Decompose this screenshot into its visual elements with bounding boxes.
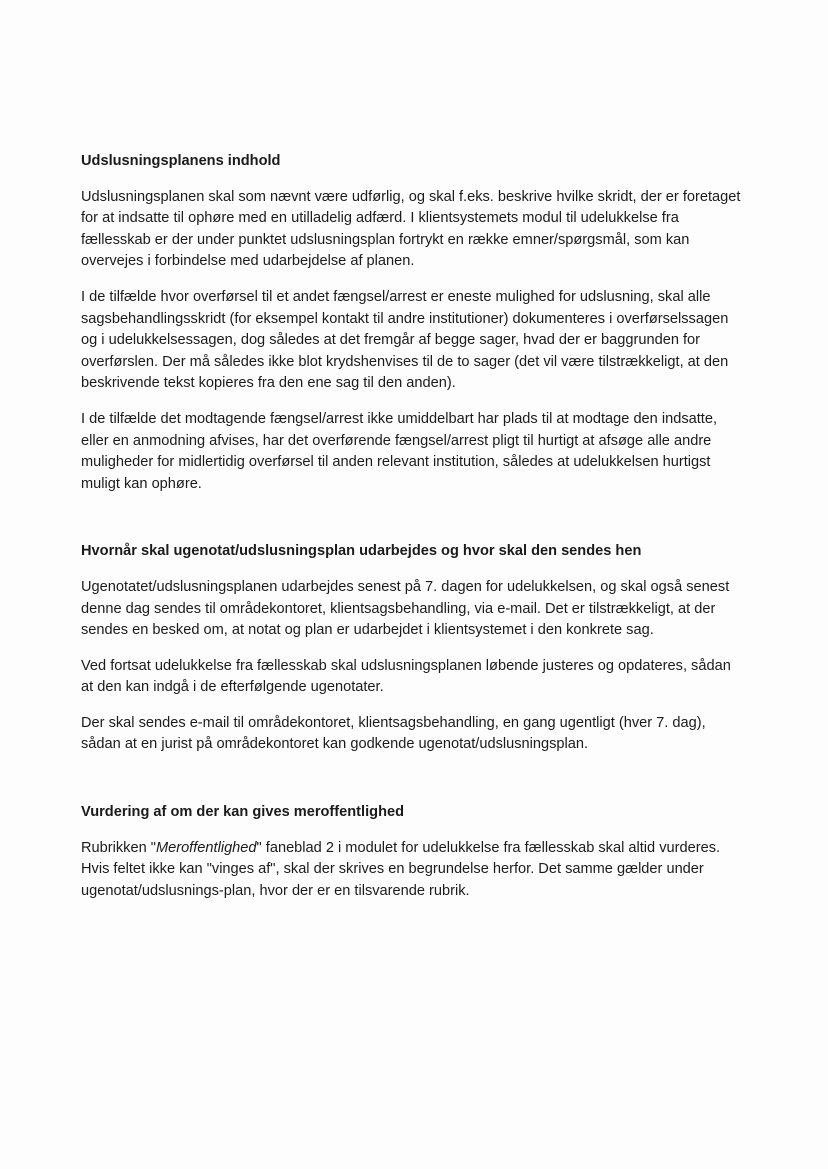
section-heading: Vurdering af om der kan gives meroffentlighed [81, 804, 405, 821]
paragraph: Udslusningsplanen skal som nævnt være udførlig, og skal f.eks. beskrive hvilke skridt, der er foretaget for at indsatte til ophøre med en utilladelig adfærd. I klientsystemets modul til udelukkelse fra fællesskab er der under punktet udslusningsplan fortrykt en række emner/spørgsmål, som kan overvejes i forbindelse med udarbejdelse af planen. [81, 188, 741, 270]
paragraph-text: " faneblad 2 i modulet for udelukkelse fra fællesskab skal altid vurderes. Hvis feltet ikke kan "vinges af", skal der skrives en begrundelse herfor. Det samme gælder under ugenotat/udslusnings-plan, hvor der er en tilsvarende rubrik. [81, 839, 721, 899]
document-body [81, 151, 741, 916]
section-heading: Udslusningsplanens indhold [81, 153, 281, 169]
paragraph: I de tilfælde det modtagende fængsel/arrest ikke umiddelbart har plads til at modtage den indsatte, eller en anmodning afvises, har det overførende fængsel/arrest pligt til hurtigt at afsøge alle andre muligheder for midlertidig overførsel til anden relevant institution, således at udelukkelsen hurtigst muligt kan ophøre. [81, 410, 718, 492]
paragraph [81, 838, 741, 903]
paragraph: I de tilfælde hvor overførsel til et andet fængsel/arrest er eneste mulighed for udslusning, skal alle sagsbehandlingsskridt (for eksempel kontakt til andre institutioner) dokumenteres i overførselssagen og i udelukkelsessagen, dog således at det fremgår af begge sager, hvad der er baggrunden for overførslen. Der må således ikke blot krydshenvises til de to sager (det vil være tilstrækkeligt, at den beskrivende tekst kopieres fra den ene sag til den anden). [81, 288, 729, 392]
paragraph: Ved fortsat udelukkelse fra fællesskab skal udslusningsplanen løbende justeres og opdateres, sådan at den kan indgå i de efterfølgende ugenotater. [81, 657, 731, 696]
section-meroffentlighed [81, 802, 741, 902]
paragraph: Ugenotatet/udslusningsplanen udarbejdes senest på 7. dagen for udelukkelsen, og skal også senest denne dag sendes til områdekontoret, klientsagsbehandling, via e-mail. Det er tilstrækkeligt, at der sendes en besked om, at notat og plan er udarbejdet i klientsystemet i den konkrete sag. [81, 578, 730, 639]
paragraph-text: Rubrikken " [81, 839, 156, 856]
section-udslusningsplanens-indhold [81, 151, 741, 495]
italic-term: Meroffentlighed [155, 839, 257, 856]
section-heading: Hvornår skal ugenotat/udslusningsplan udarbejdes og hvor skal den sendes hen [81, 543, 642, 560]
section-hvornaar-udarbejdes [81, 541, 741, 756]
paragraph: Der skal sendes e-mail til områdekontoret, klientsagsbehandling, en gang ugentligt (hver 7. dag), sådan at en jurist på områdekontoret kan godkende ugenotat/udslusningsplan. [81, 714, 706, 753]
